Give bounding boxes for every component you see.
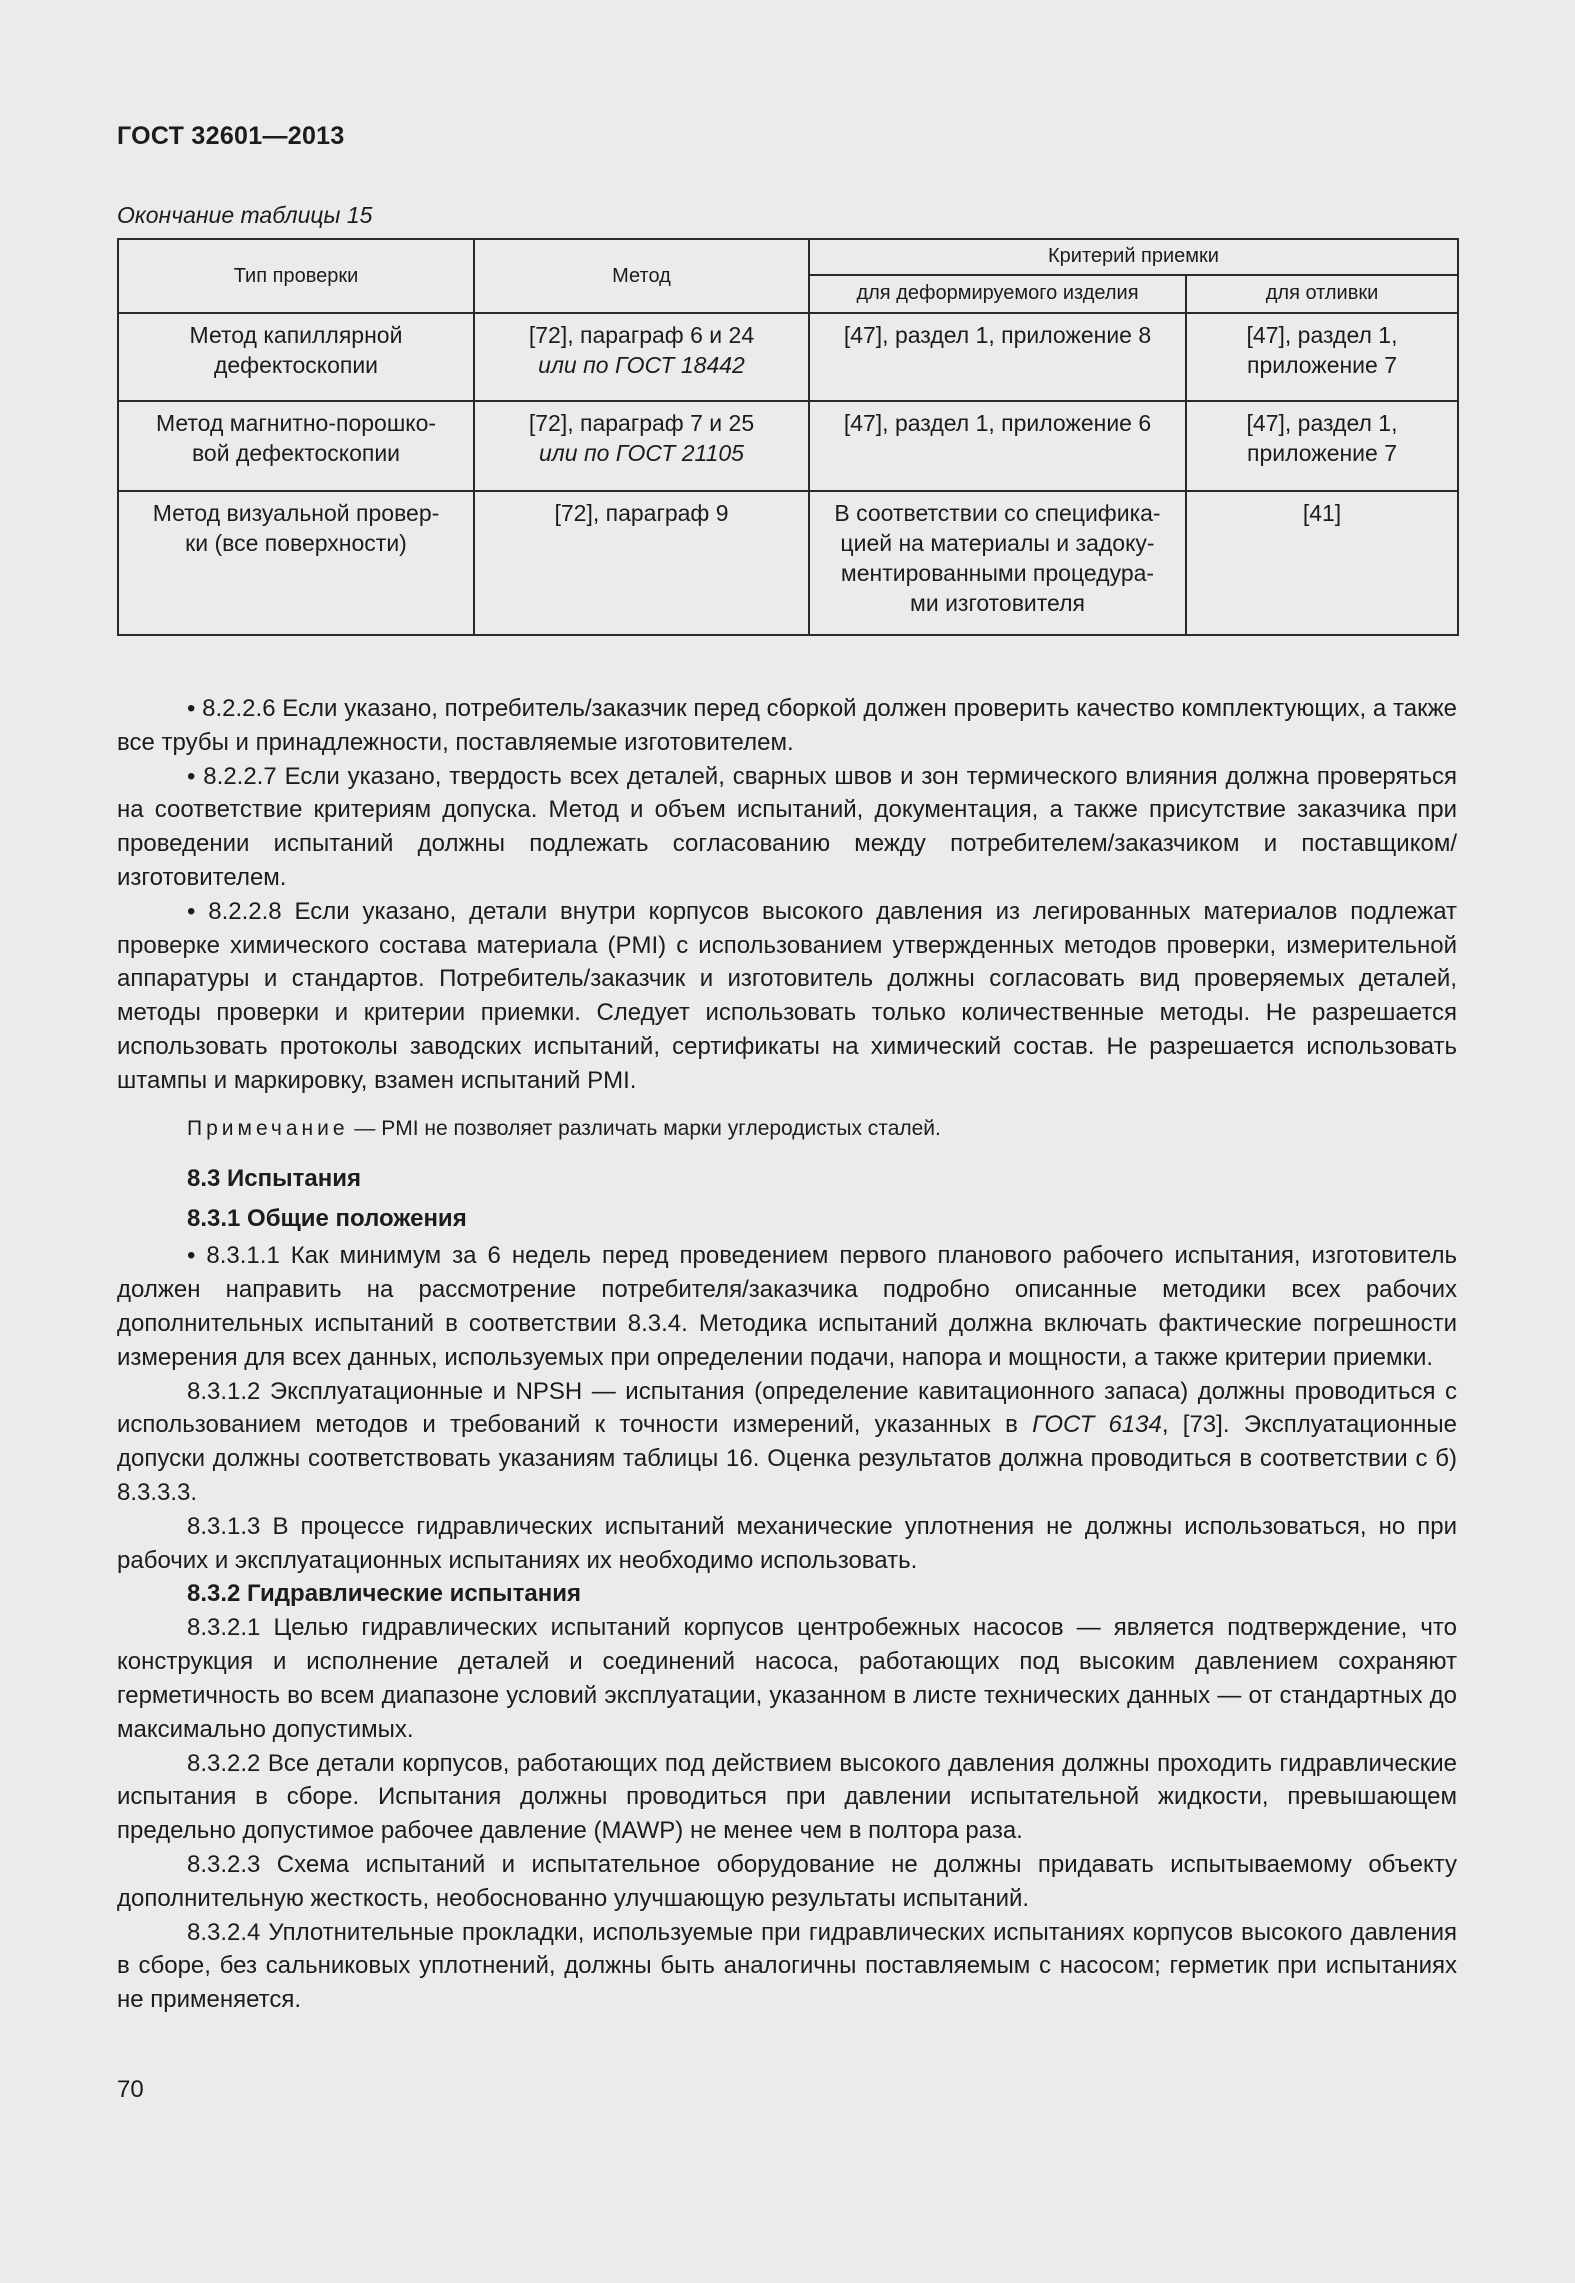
cell-type	[118, 313, 474, 401]
paragraph-8-3-2-3: 8.3.2.3 Схема испытаний и испытательное оборудование не должны придавать испытываемому объекту дополнительную жесткость, необоснованно улучшающую результаты испытаний.	[117, 1850, 1457, 1912]
cell-line: приложение 7	[1247, 440, 1398, 466]
text-run: 8.3.1.2 Эксплуатационные и NPSH — испытания (определение кавитационного запаса) должны проводиться с использованием методов и требований к точности измерений, указанных в	[117, 1377, 1457, 1439]
cell-line: вой дефектоскопии	[191, 440, 401, 466]
cell-method	[474, 491, 809, 635]
paragraph-8-3-1-3: 8.3.1.3 В процессе гидравлических испытаний механические уплотнения не должны использоваться, но при рабочих и эксплуатационных испытаниях их необходимо использовать.	[117, 1512, 1457, 1574]
note	[117, 1112, 1457, 1146]
cell-line: приложение 7	[1247, 352, 1398, 378]
table-row	[118, 401, 1458, 491]
paragraph-8-3-1-2	[117, 1375, 1457, 1510]
header-criteria: Критерий приемки	[809, 239, 1458, 275]
cell-casting	[1186, 491, 1458, 635]
cell-line: Метод магнитно-порошко-	[155, 410, 437, 436]
note-label: Примечание	[187, 1116, 349, 1140]
cell-line: дефектоскопии	[213, 352, 379, 378]
paragraph-8-3-2-4: 8.3.2.4 Уплотнительные прокладки, используемые при гидравлических испытаниях корпусов высокого давления в сборе, без сальниковых уплотнений, должны быть аналогичны поставляемым с насосом; герметик при испытаниях не применяется.	[117, 1918, 1457, 2014]
table-caption: Окончание таблицы 15	[117, 202, 373, 228]
cell-line: В соответствии со специфика-	[834, 500, 1161, 526]
cell-line: [47], раздел 1,	[1246, 410, 1398, 436]
paragraph-8-3-2-2: 8.3.2.2 Все детали корпусов, работающих под действием высокого давления должны проходить гидравлические испытания в сборе. Испытания должны проводиться при давлении испытательной жидкости, превышающем предельно допустимое рабочее давление (MAWP) не менее чем в полтора раза.	[117, 1749, 1457, 1845]
cell-line: [72], параграф 6 и 24	[528, 322, 755, 348]
cell-line: [47], раздел 1,	[1246, 322, 1398, 348]
paragraph-8-2-2-6: • 8.2.2.6 Если указано, потребитель/заказчик перед сборкой должен проверить качество комплектующих, а также все трубы и принадлежности, поставляемые изготовителем.	[117, 695, 1457, 756]
cell-line: ки (все поверхности)	[185, 530, 407, 556]
body-text	[117, 692, 1457, 2017]
header-method: Метод	[474, 239, 809, 313]
cell-method	[474, 401, 809, 491]
cell-casting	[1186, 313, 1458, 401]
note-text: — PMI не позволяет различать марки углеродистых сталей.	[348, 1116, 941, 1140]
cell-line: или по ГОСТ 18442	[538, 352, 745, 378]
cell-casting	[1186, 401, 1458, 491]
cell-line: цией на материалы и задоку-	[840, 530, 1155, 556]
cell-deformed	[809, 401, 1186, 491]
table-row	[118, 313, 1458, 401]
inspection-table	[117, 238, 1459, 636]
cell-line: [72], параграф 9	[554, 500, 729, 526]
header-deformed: для деформируемого изделия	[809, 275, 1186, 313]
page-number: 70	[117, 2076, 144, 2103]
cell-line: ментированными процедура-	[840, 560, 1155, 586]
table-row	[118, 491, 1458, 635]
paragraph-8-3-2-1: 8.3.2.1 Целью гидравлических испытаний корпусов центробежных насосов — является подтверждение, что конструкция и исполнение деталей и соединений насоса, работающих под высоким давлением сохраняют герметичность во всем диапазоне условий эксплуатации, указанном в листе технических данных — от стандартных до максимально допустимых.	[117, 1614, 1457, 1743]
header-casting: для отливки	[1186, 275, 1458, 313]
cell-type	[118, 491, 474, 635]
paragraph-8-3-1-1: • 8.3.1.1 Как минимум за 6 недель перед проведением первого планового рабочего испытания, изготовитель должен направить на рассмотрение потребителя/заказчика подробно описанные методики всех рабочих дополнительных испытаний в соответствии 8.3.4. Методика испытаний должна включать фактические погрешности измерения для всех данных, используемых при определении подачи, напора и мощности, а также критерии приемки.	[117, 1242, 1457, 1371]
heading-8-3: 8.3 Испытания	[187, 1165, 361, 1193]
cell-line: ми изготовителя	[910, 590, 1085, 616]
cell-line: Метод визуальной провер-	[152, 500, 440, 526]
cell-line: [41]	[1302, 500, 1342, 526]
document-header: ГОСТ 32601—2013	[117, 122, 345, 150]
paragraph-8-2-2-8: • 8.2.2.8 Если указано, детали внутри корпусов высокого давления из легированных материалов подлежат проверке химического состава материала (PMI) с использованием утвержденных методов проверки, измерительной аппаратуры и стандартов. Потребитель/заказчик и изготовитель должны согласовать вид проверяемых деталей, методы проверки и критерии приемки. Следует использовать только количественные методы. Не разрешается использовать протоколы заводских испытаний, сертификаты на химический состав. Не разрешается использовать штампы и маркировку, взамен испытаний PMI.	[117, 897, 1457, 1094]
cell-method	[474, 313, 809, 401]
cell-deformed	[809, 313, 1186, 401]
cell-type	[118, 401, 474, 491]
heading-8-3-2: 8.3.2 Гидравлические испытания	[187, 1580, 582, 1608]
cell-line: [72], параграф 7 и 25	[528, 410, 755, 436]
cell-line: или по ГОСТ 21105	[539, 440, 744, 466]
cell-line: [47], раздел 1, приложение 6	[843, 410, 1152, 436]
cell-line: Метод капиллярной	[189, 322, 403, 348]
standard-reference: ГОСТ 6134	[1032, 1411, 1162, 1439]
header-type: Тип проверки	[118, 239, 474, 313]
text-run: , [73]. Эксплуатационные допуски должны соответствовать указаниям таблицы 16. Оценка результатов должна проводиться в соответствии с б) 8.3.3.3.	[117, 1411, 1457, 1506]
cell-deformed	[809, 491, 1186, 635]
cell-line: [47], раздел 1, приложение 8	[843, 322, 1152, 348]
paragraph-8-2-2-7: • 8.2.2.7 Если указано, твердость всех деталей, сварных швов и зон термического влияния должна проверяться на соответствие критериям допуска. Метод и объем испытаний, документация, а также присутствие заказчика при проведении испытаний должны подлежать согласованию между потребителем/заказчиком и поставщиком/изготовителем.	[117, 762, 1457, 891]
heading-8-3-1: 8.3.1 Общие положения	[187, 1205, 467, 1233]
